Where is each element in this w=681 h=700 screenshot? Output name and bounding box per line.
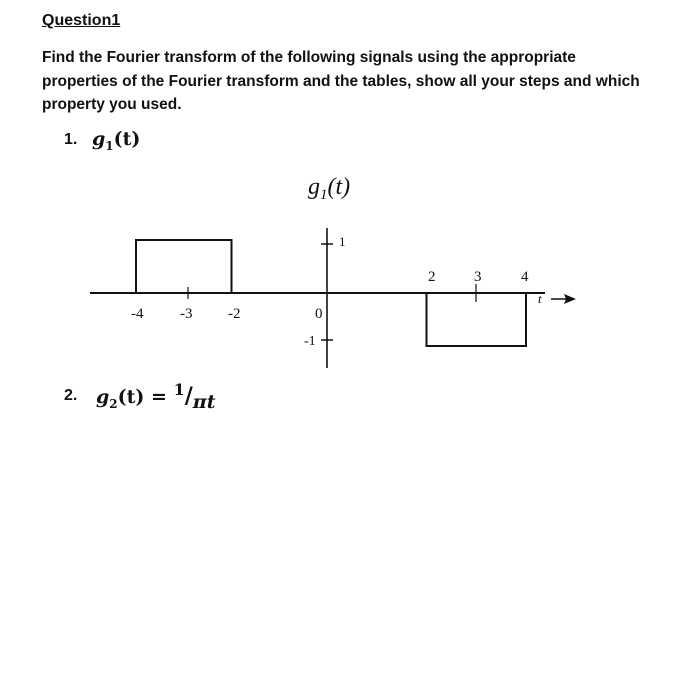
item-2-function: $g_2(t) = ^1/\pi t$ <box>96 380 216 413</box>
graph-title: $g_1(t)$ <box>308 174 351 203</box>
y-tick-label-neg: -1 <box>304 334 316 349</box>
question-prompt: Find the Fourier transform of the following signals using the appropriate properties of the Fourier transform and the tables, show all your steps and which property you used. <box>42 49 640 113</box>
x-tick-label: 2 <box>428 269 436 285</box>
item-2-number: 2. <box>64 387 78 404</box>
g1-signal-graph <box>0 160 681 385</box>
axis-label-t: t <box>538 291 542 306</box>
x-tick-label: -3 <box>180 306 193 322</box>
y-tick-label-pos: 1 <box>339 234 346 249</box>
question-heading: Question1 <box>42 12 121 29</box>
origin-label: 0 <box>315 306 323 322</box>
positive-pulse <box>136 240 232 293</box>
x-tick-label: -2 <box>228 306 241 322</box>
x-tick-label: 4 <box>521 269 529 285</box>
x-tick-label: -4 <box>131 306 144 322</box>
item-1-number: 1. <box>64 131 78 148</box>
x-tick-label: 3 <box>474 269 482 285</box>
item-1-function: $g_1(t)$ <box>92 128 141 153</box>
